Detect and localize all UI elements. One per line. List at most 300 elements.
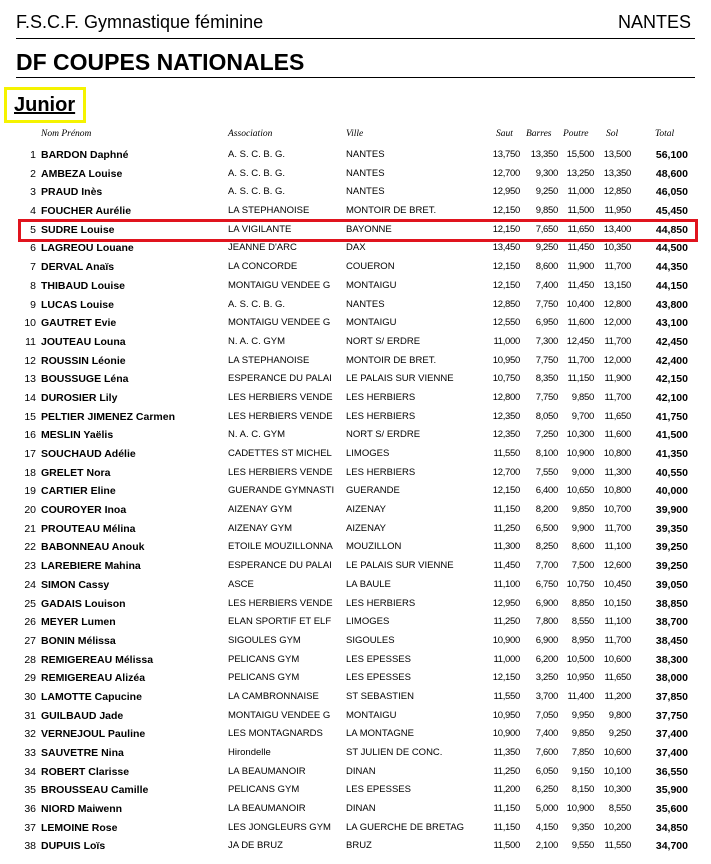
cell-barres: 7,600 <box>535 747 558 758</box>
cell-sol: 8,550 <box>608 803 631 815</box>
cell-ville: NORT S/ ERDRE <box>346 429 421 441</box>
cell-rank: 32 <box>24 728 36 741</box>
cell-ville: LES HERBIERS <box>346 466 416 478</box>
cell-poutre: 8,850 <box>571 597 594 609</box>
cell-name: DUPUIS Loïs <box>41 840 106 853</box>
cell-ville: LA BAULE <box>346 578 391 590</box>
highlight-row-box <box>18 219 698 242</box>
cell-poutre: 9,900 <box>571 522 594 534</box>
cell-saut: 10,900 <box>492 728 520 740</box>
cell-assoc: LA CAMBRONNAISE <box>228 690 319 702</box>
cell-sol: 10,800 <box>603 485 631 497</box>
cell-saut: 11,550 <box>493 448 520 459</box>
cell-barres: 7,400 <box>535 728 558 740</box>
cell-total: 44,850 <box>655 223 688 236</box>
cell-rank: 11 <box>25 335 36 348</box>
table-row <box>0 557 711 576</box>
cell-saut: 11,150 <box>493 504 520 516</box>
cell-poutre: 11,450 <box>567 242 594 254</box>
table-row <box>0 613 711 632</box>
cell-sol: 12,800 <box>603 298 631 310</box>
cell-rank: 22 <box>24 541 36 554</box>
cell-ville: LES HERBIERS <box>346 597 416 609</box>
cell-rank: 4 <box>30 205 36 218</box>
cell-rank: 3 <box>30 186 36 199</box>
table-row <box>0 239 711 258</box>
cell-rank: 5 <box>30 223 36 236</box>
cell-ville: DINAN <box>346 803 376 815</box>
cell-sol: 11,700 <box>604 391 631 403</box>
cell-saut: 12,800 <box>492 391 520 403</box>
cell-saut: 11,200 <box>493 784 520 796</box>
table-row <box>0 707 711 726</box>
cell-poutre: 9,700 <box>571 410 594 422</box>
cell-sol: 10,300 <box>603 784 631 796</box>
cell-sol: 12,000 <box>603 354 631 366</box>
cell-saut: 10,950 <box>492 709 520 721</box>
cell-barres: 8,200 <box>535 504 558 516</box>
table-row <box>0 781 711 800</box>
cell-total: 34,850 <box>655 821 688 834</box>
column-header-barres: Barres <box>526 129 552 139</box>
cell-poutre: 12,450 <box>566 335 594 347</box>
table-row <box>0 725 711 744</box>
cell-barres: 9,850 <box>535 205 558 217</box>
cell-ville: MONTOIR DE BRET. <box>346 205 437 217</box>
cell-rank: 6 <box>30 242 36 255</box>
cell-assoc: LES HERBIERS VENDE <box>228 410 333 422</box>
cell-poutre: 10,650 <box>566 485 594 497</box>
table-row <box>0 408 711 427</box>
cell-total: 44,150 <box>655 279 688 292</box>
cell-poutre: 9,550 <box>571 840 594 852</box>
cell-ville: LA GUERCHE DE BRETAG <box>346 821 465 833</box>
table-row <box>0 819 711 838</box>
cell-rank: 35 <box>24 784 36 797</box>
column-header-ville: Ville <box>346 129 364 139</box>
cell-sol: 11,100 <box>604 616 631 628</box>
cell-barres: 7,400 <box>535 279 558 291</box>
cell-barres: 6,250 <box>535 784 558 796</box>
cell-ville: NANTES <box>346 186 385 198</box>
table-row <box>0 389 711 408</box>
cell-assoc: LA VIGILANTE <box>228 223 292 235</box>
cell-barres: 4,150 <box>535 821 558 833</box>
cell-barres: 6,900 <box>535 597 558 609</box>
cell-barres: 8,250 <box>535 541 558 553</box>
cell-total: 44,500 <box>655 242 688 255</box>
cell-sol: 9,250 <box>608 728 631 740</box>
cell-total: 45,450 <box>655 205 688 218</box>
cell-name: COUROYER Inoa <box>41 504 127 517</box>
cell-total: 41,350 <box>655 448 688 460</box>
cell-poutre: 11,650 <box>567 223 594 235</box>
cell-poutre: 10,500 <box>566 653 594 665</box>
table-row <box>0 576 711 595</box>
table-row <box>0 800 711 819</box>
table-row <box>0 763 711 782</box>
cell-assoc: PELICANS GYM <box>228 672 300 684</box>
cell-total: 36,550 <box>655 765 688 778</box>
cell-assoc: LA BEAUMANOIR <box>228 803 306 815</box>
cell-saut: 11,250 <box>493 765 520 777</box>
cell-ville: ST JULIEN DE CONC. <box>346 747 443 758</box>
table-row <box>0 501 711 520</box>
cell-saut: 12,700 <box>492 167 520 179</box>
cell-poutre: 9,350 <box>571 821 594 833</box>
table-row <box>0 165 711 184</box>
cell-barres: 6,400 <box>535 485 558 497</box>
cell-name: LUCAS Louise <box>41 298 114 311</box>
cell-assoc: N. A. C. GYM <box>228 429 286 441</box>
cell-assoc: LA BEAUMANOIR <box>228 765 306 777</box>
cell-rank: 8 <box>30 279 36 292</box>
cell-assoc: LA STEPHANOISE <box>228 205 310 217</box>
cell-name: NIORD Maiwenn <box>41 803 123 816</box>
column-header-saut: Saut <box>496 129 513 139</box>
column-header-sol: Sol <box>606 129 619 139</box>
cell-total: 42,150 <box>655 373 688 386</box>
cell-poutre: 8,150 <box>571 784 594 796</box>
table-row <box>0 183 711 202</box>
cell-poutre: 7,850 <box>571 747 594 758</box>
cell-ville: LES EPESSES <box>346 653 411 665</box>
cell-ville: LIMOGES <box>346 448 390 459</box>
cell-sol: 11,650 <box>604 410 631 422</box>
cell-name: SOUCHAUD Adélie <box>41 448 136 460</box>
cell-ville: BRUZ <box>346 840 372 852</box>
cell-name: BOUSSUGE Léna <box>41 373 129 386</box>
cell-name: CARTIER Eline <box>41 485 116 498</box>
cell-poutre: 10,950 <box>566 672 594 684</box>
cell-ville: NANTES <box>346 149 385 160</box>
table-row <box>0 277 711 296</box>
cell-rank: 33 <box>24 747 36 759</box>
cell-total: 41,750 <box>655 410 688 423</box>
cell-poutre: 13,250 <box>566 167 594 179</box>
cell-assoc: PELICANS GYM <box>228 653 300 665</box>
cell-assoc: AIZENAY GYM <box>228 504 293 516</box>
table-row <box>0 595 711 614</box>
cell-total: 42,450 <box>655 335 688 348</box>
cell-sol: 11,200 <box>604 690 631 702</box>
cell-poutre: 9,950 <box>571 709 594 721</box>
cell-total: 42,100 <box>655 391 688 404</box>
table-row <box>0 837 711 856</box>
cell-sol: 11,550 <box>604 840 631 852</box>
cell-sol: 10,100 <box>603 765 631 777</box>
table-row <box>0 426 711 445</box>
cell-saut: 11,500 <box>493 840 520 852</box>
cell-poutre: 11,150 <box>567 373 594 385</box>
cell-sol: 11,950 <box>604 205 631 217</box>
cell-rank: 10 <box>24 317 36 330</box>
cell-sol: 10,450 <box>603 578 631 590</box>
cell-ville: MONTAIGU <box>346 279 397 291</box>
cell-total: 41,500 <box>655 429 688 442</box>
cell-poutre: 10,900 <box>566 448 594 459</box>
cell-name: DUROSIER Lily <box>41 391 118 404</box>
cell-sol: 11,600 <box>604 429 631 441</box>
cell-rank: 30 <box>24 690 36 703</box>
cell-barres: 7,750 <box>535 298 558 310</box>
cell-ville: LIMOGES <box>346 616 390 628</box>
cell-assoc: JEANNE D'ARC <box>228 242 297 254</box>
cell-sol: 12,000 <box>603 317 631 329</box>
cell-poutre: 8,950 <box>571 634 594 646</box>
federation-title: F.S.C.F. Gymnastique féminine <box>16 12 264 32</box>
cell-name: JOUTEAU Louna <box>41 335 126 348</box>
cell-total: 38,450 <box>655 634 688 647</box>
cell-rank: 9 <box>30 298 36 311</box>
cell-rank: 34 <box>24 765 36 778</box>
cell-name: SAUVETRE Nina <box>41 747 124 759</box>
cell-saut: 10,950 <box>492 354 520 366</box>
cell-barres: 9,250 <box>535 186 558 198</box>
cell-barres: 7,550 <box>535 466 558 478</box>
table-row <box>0 146 711 165</box>
cell-sol: 10,200 <box>603 821 631 833</box>
cell-name: REMIGEREAU Mélissa <box>41 653 154 666</box>
cell-total: 44,350 <box>655 261 688 274</box>
cell-rank: 29 <box>24 672 36 685</box>
cell-name: BONIN Mélissa <box>41 634 116 647</box>
cell-saut: 11,300 <box>493 541 520 553</box>
cell-name: PRAUD Inès <box>41 186 103 199</box>
cell-name: GRELET Nora <box>41 466 111 479</box>
cell-name: BABONNEAU Anouk <box>41 541 145 554</box>
cell-rank: 21 <box>24 522 36 535</box>
cell-assoc: PELICANS GYM <box>228 784 300 796</box>
cell-rank: 31 <box>24 709 36 722</box>
cell-ville: LES HERBIERS <box>346 410 416 422</box>
cell-saut: 11,250 <box>493 522 520 534</box>
cell-rank: 12 <box>24 354 36 367</box>
cell-name: MESLIN Yaëlis <box>41 429 114 442</box>
cell-assoc: MONTAIGU VENDEE G <box>228 709 331 721</box>
cell-poutre: 10,900 <box>566 803 594 815</box>
cell-assoc: SIGOULES GYM <box>228 634 301 646</box>
cell-name: REMIGEREAU Alizéa <box>41 672 146 685</box>
cell-sol: 11,300 <box>604 466 631 478</box>
cell-name: PROUTEAU Mélina <box>41 522 136 535</box>
cell-total: 39,050 <box>655 578 688 591</box>
cell-barres: 6,200 <box>535 653 558 665</box>
cell-ville: MONTOIR DE BRET. <box>346 354 437 366</box>
cell-barres: 7,750 <box>535 391 558 403</box>
cell-total: 34,700 <box>655 840 688 853</box>
cell-saut: 12,150 <box>492 485 520 497</box>
cell-name: GADAIS Louison <box>41 597 126 610</box>
cell-total: 56,100 <box>655 149 688 161</box>
cell-ville: NANTES <box>346 298 385 310</box>
cell-assoc: LES HERBIERS VENDE <box>228 597 333 609</box>
cell-total: 42,400 <box>655 354 688 367</box>
cell-ville: MONTAIGU <box>346 317 397 329</box>
cell-saut: 11,250 <box>493 616 520 628</box>
cell-assoc: LA STEPHANOISE <box>228 354 310 366</box>
cell-ville: LE PALAIS SUR VIENNE <box>346 560 454 572</box>
cell-assoc: ESPERANCE DU PALAI <box>228 373 332 385</box>
cell-name: THIBAUD Louise <box>41 279 125 292</box>
cell-rank: 24 <box>24 578 36 591</box>
cell-sol: 13,500 <box>603 149 631 160</box>
cell-rank: 23 <box>24 560 36 573</box>
cell-total: 39,350 <box>655 522 688 535</box>
cell-ville: AIZENAY <box>346 522 386 534</box>
cell-saut: 11,000 <box>493 653 520 665</box>
cell-saut: 11,550 <box>493 690 520 702</box>
cell-total: 43,100 <box>655 317 688 330</box>
table-row <box>0 296 711 315</box>
cell-barres: 8,600 <box>535 261 558 273</box>
cell-ville: BAYONNE <box>346 223 392 235</box>
cell-saut: 11,100 <box>493 578 520 590</box>
cell-name: LAMOTTE Capucine <box>41 690 142 703</box>
cell-total: 40,550 <box>655 466 688 479</box>
cell-barres: 2,100 <box>535 840 558 852</box>
cell-sol: 11,700 <box>604 634 631 646</box>
cell-sol: 11,700 <box>604 261 631 273</box>
cell-name: LAREBIERE Mahina <box>41 560 141 573</box>
table-row <box>0 632 711 651</box>
cell-name: SUDRE Louise <box>41 223 115 236</box>
column-header-poutre: Poutre <box>563 129 589 139</box>
cell-rank: 14 <box>24 391 36 404</box>
cell-assoc: ASCE <box>228 578 254 590</box>
cell-assoc: LES MONTAGNARDS <box>228 728 323 740</box>
table-row <box>0 445 711 464</box>
cell-sol: 10,600 <box>603 653 631 665</box>
cell-name: BROUSSEAU Camille <box>41 784 149 797</box>
cell-total: 37,850 <box>655 690 688 703</box>
cell-rank: 2 <box>30 167 36 180</box>
cell-rank: 26 <box>24 616 36 629</box>
cell-saut: 12,150 <box>492 672 520 684</box>
cell-assoc: MONTAIGU VENDEE G <box>228 317 331 329</box>
cell-name: ROUSSIN Léonie <box>41 354 126 367</box>
cell-ville: LES HERBIERS <box>346 391 416 403</box>
table-row <box>0 744 711 763</box>
cell-barres: 7,650 <box>535 223 558 235</box>
table-row <box>0 669 711 688</box>
cell-sol: 11,100 <box>604 541 631 553</box>
cell-saut: 12,850 <box>492 298 520 310</box>
cell-barres: 7,750 <box>535 354 558 366</box>
cell-assoc: LES HERBIERS VENDE <box>228 391 333 403</box>
cell-assoc: LES JONGLEURS GYM <box>228 821 331 833</box>
cell-barres: 7,250 <box>535 429 558 441</box>
cell-saut: 10,900 <box>492 634 520 646</box>
cell-total: 39,250 <box>655 560 688 573</box>
cell-assoc: A. S. C. B. G. <box>228 186 286 198</box>
cell-poutre: 9,850 <box>571 391 594 403</box>
cell-rank: 13 <box>24 373 36 386</box>
cell-assoc: A. S. C. B. G. <box>228 298 286 310</box>
cell-name: BARDON Daphné <box>41 149 129 161</box>
cell-barres: 6,900 <box>535 634 558 646</box>
cell-poutre: 8,600 <box>571 541 594 553</box>
cell-name: LAGREOU Louane <box>41 242 134 255</box>
cell-rank: 7 <box>30 261 36 274</box>
cell-poutre: 9,850 <box>571 728 594 740</box>
cell-ville: NANTES <box>346 167 385 179</box>
cell-saut: 10,750 <box>492 373 520 385</box>
cell-barres: 6,050 <box>535 765 558 777</box>
cell-sol: 12,850 <box>603 186 631 198</box>
cell-barres: 8,100 <box>535 448 558 459</box>
cell-saut: 12,950 <box>492 186 520 198</box>
cell-rank: 28 <box>24 653 36 666</box>
cell-sol: 11,650 <box>604 672 631 684</box>
cell-barres: 8,050 <box>535 410 558 422</box>
cell-total: 35,900 <box>655 784 688 797</box>
table-row <box>0 370 711 389</box>
cell-saut: 11,350 <box>493 747 520 758</box>
cell-ville: MOUZILLON <box>346 541 402 553</box>
cell-saut: 12,150 <box>492 261 520 273</box>
cell-sol: 13,400 <box>603 223 631 235</box>
cell-assoc: ESPERANCE DU PALAI <box>228 560 332 572</box>
cell-name: MEYER Lumen <box>41 616 116 629</box>
cell-sol: 11,700 <box>604 522 631 534</box>
cell-name: ROBERT Clarisse <box>41 765 130 778</box>
cell-total: 38,000 <box>655 672 688 685</box>
cell-ville: DAX <box>346 242 366 254</box>
cell-assoc: A. S. C. B. G. <box>228 167 286 179</box>
cell-barres: 6,500 <box>535 522 558 534</box>
cell-rank: 18 <box>24 466 36 479</box>
cell-assoc: N. A. C. GYM <box>228 335 286 347</box>
cell-total: 39,250 <box>655 541 688 554</box>
table-row <box>0 202 711 221</box>
table-row <box>0 482 711 501</box>
cell-total: 37,750 <box>655 709 688 722</box>
cell-barres: 3,250 <box>535 672 558 684</box>
column-header-assoc: Association <box>228 129 273 139</box>
cell-poutre: 9,850 <box>571 504 594 516</box>
cell-rank: 36 <box>24 803 36 816</box>
cell-ville: SIGOULES <box>346 634 395 646</box>
cell-poutre: 9,150 <box>571 765 594 777</box>
cell-rank: 19 <box>24 485 36 498</box>
cell-barres: 7,050 <box>535 709 558 721</box>
cell-total: 46,050 <box>655 186 688 199</box>
cell-ville: AIZENAY <box>346 504 386 516</box>
cell-rank: 1 <box>30 149 36 161</box>
cell-saut: 12,550 <box>492 317 520 329</box>
cell-saut: 12,700 <box>492 466 520 478</box>
cell-total: 37,400 <box>655 728 688 741</box>
cell-ville: LES EPESSES <box>346 784 411 796</box>
cell-total: 38,300 <box>655 653 688 666</box>
cell-saut: 11,450 <box>493 560 520 572</box>
cell-ville: ST SEBASTIEN <box>346 690 414 702</box>
column-header-name: Nom Prénom <box>41 129 92 139</box>
cell-sol: 10,600 <box>603 747 631 758</box>
cell-rank: 15 <box>24 410 36 423</box>
cell-sol: 11,700 <box>604 335 631 347</box>
cell-name: LEMOINE Rose <box>41 821 118 834</box>
cell-barres: 7,800 <box>535 616 558 628</box>
column-header-total: Total <box>655 129 675 139</box>
cell-ville: NORT S/ ERDRE <box>346 335 421 347</box>
cell-poutre: 11,600 <box>567 317 594 329</box>
table-row <box>0 538 711 557</box>
competition-title: DF COUPES NATIONALES <box>16 49 305 75</box>
cell-saut: 11,150 <box>493 803 520 815</box>
cell-rank: 17 <box>24 448 36 460</box>
